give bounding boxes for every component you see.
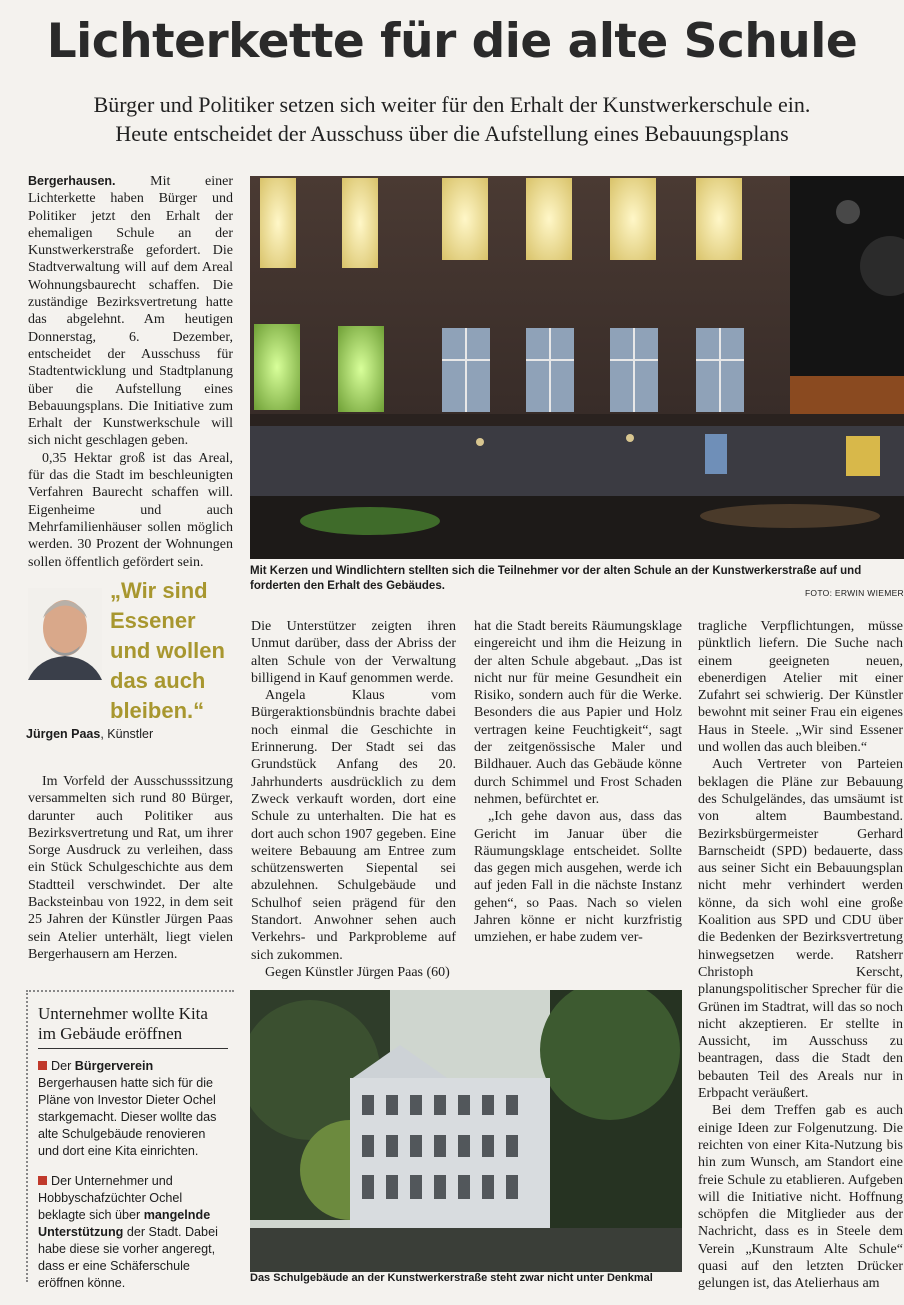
photo-caption: Mit Kerzen und Windlichtern stellten sich die Teilnehmer vor der alten Schule an der Kunstwerkerstraße auf und forderten den Erhalt des Gebäudes. [250, 565, 862, 592]
col3-paragraph-1: hat die Stadt bereits Räumungsklage eingereicht und ihm die Heizung in der alten Schule abgebaut. „Das ist nicht nur für meine Gesundheit ein Risiko, sondern auch für die Werke. Besonders die aus Papier und Holz vertragen keine Feuchtigkeit“, sagt der zeitgenössische Maler und Bildhauer. Auch das Gebäude könne durch Schimmel und Frost Schaden nehmen, befürchtet er. [474, 619, 682, 807]
quote-attribution [26, 727, 153, 741]
col3-paragraph-2: „Ich gehe davon aus, dass das Gericht im Januar über die Räumungsklage entscheidet. Sollte das gegen mich ausgehen, werde ich auf jeden Fall in die nächste Instanz gehen“, so Paas. Nach so vielen Jahren könne er nicht kurzfristig umziehen, er habe zudem ver- [474, 809, 682, 946]
dateline: Bergerhausen. [28, 174, 116, 188]
column-3 [474, 618, 682, 947]
col4-paragraph-1: tragliche Verpflichtungen, müsse pünktlich liefern. Die Suche nach einem geeigneten neuen, ebenerdigen Atelier mit einer Zufahrt sei schwierig. Der Künstler bewohnt mit seiner Frau ein eigenes Haus in Steele. „Wir sind Essener und wollen das auch bleiben.“ [698, 619, 903, 756]
photo-illustration [250, 990, 682, 1272]
col1-paragraph-1: Mit einer Lichterkette haben Bürger und Politiker jetzt den Erhalt der ehemaligen Schule an der Kunstwerkerstraße gefordert. Die Stadtverwaltung will auf dem Areal Wohnungsbaurecht schaffen. Die zuständige Bezirksvertretung hatte das abgelehnt. Am heutigen Donnerstag, 6. Dezember, entscheidet der Ausschuss für Stadtentwicklung und Stadtplanung über die Aufstellung eines Bebauungsplans. Die Initiative zum Erhalt der Kunstwerkschule will sich nicht geschlagen geben. [28, 174, 233, 449]
column-1-bottom [28, 773, 233, 963]
column-2 [251, 618, 456, 981]
col2-paragraph-1: Die Unterstützer zeigten ihren Unmut darüber, dass der Abriss der alten Schule von der Verwaltung billigend in Kauf genommen werde. [251, 619, 456, 686]
col2-paragraph-3: Gegen Künstler Jürgen Paas (60) [265, 964, 450, 980]
subheadline-line-2: Heute entscheidet der Ausschuss über die Aufstellung eines Bebauungsplans [115, 121, 789, 146]
col1-paragraph-3: Im Vorfeld der Ausschusssitzung versammelten sich rund 80 Bürger, darunter auch Politiker aus Bezirksvertretung und Rat, um ihrer Sorge Ausdruck zu verleihen, dass ein Stück Schulgeschichte aus dem Stadtteil verschwindet. Der alte Backsteinbau von 1922, in dem seit 25 Jahren der Künstler Jürgen Paas sein Atelier unterhält, liegt vielen Bergerhausern am Herzen. [28, 774, 233, 962]
box-text-2a: Der Unternehmer und Hobbyschafzüchter Ochel beklagte sich über [38, 1174, 183, 1222]
subheadline-line-1: Bürger und Politiker setzen sich weiter für den Erhalt der Kunstwerkerschule ein. [93, 92, 811, 117]
box-text-1a: Der [51, 1059, 75, 1073]
photo-credit: FOTO: ERWIN WIEMER [804, 588, 904, 598]
column-1-top [28, 173, 233, 571]
info-box-title: Unternehmer wollte Kita im Gebäude eröffnen [38, 1004, 228, 1049]
subheadline [20, 90, 884, 148]
quote-role: , Künstler [100, 727, 154, 741]
pull-quote [26, 576, 226, 726]
quote-name: Jürgen Paas [26, 727, 101, 741]
school-night-photo [250, 176, 904, 559]
school-building-photo [250, 990, 682, 1272]
headline: Lichterkette für die alte Schule [46, 14, 858, 69]
photo-caption-2: Das Schulgebäude an der Kunstwerkerstraße steht zwar nicht unter Denkmal [250, 1272, 653, 1284]
bullet-square-icon [38, 1061, 47, 1070]
photo-illustration [250, 176, 904, 559]
col4-paragraph-3: Bei dem Treffen gab es auch einige Ideen zur Folgenutzung. Die reichten von einer Kita-Nutzung bis hin zum Wunsch, am Standort eine freie Schule zu etablieren. Aufgeben will die Initiative nicht. Hoffnung schöpfen die Mitglieder aus der Nachricht, dass es in Steele dem Verein „Kunstraum Alte Schule“ quasi auf den letzten Drücker gelungen ist, das Atelierhaus am [698, 1103, 903, 1292]
box-text-1c: Bergerhausen hatte sich für die Pläne von Investor Dieter Ochel starkgemacht. Dieser wollte das alte Schulgebäude renovieren und dort eine Kita einrichten. [38, 1076, 217, 1158]
col4-paragraph-2: Auch Vertreter von Parteien beklagen die Pläne zur Bebauung des Schulgeländes, das umsäumt ist von altem Baumbestand. Bezirksbürgermeister Gerhard Barnscheidt (SPD) bedauerte, dass aus seiner Sicht ein Bebauungsplan nicht mehr verhindert werden könne, da sich wohl eine große Koalition aus SPD und CDU über die Bedenken der Bezirksvertretung hinwegsetzen werde. Ratsherr Christoph Kerscht, planungspolitischer Sprecher für die Grünen im Stadtrat, will das so noch nicht akzeptieren. Er stellte in Aussicht, im Ausschuss zu beantragen, dass die Stadt den bebauten Teil des Areals nur in Erbpacht veräußert. [698, 757, 903, 1102]
box-text-1b: Bürgerverein [74, 1059, 154, 1073]
box-text-2c: der Stadt. Dabei habe diese sie vorher angeregt, dass er eine Schäferschule eröffnen könne. [38, 1225, 218, 1290]
col2-paragraph-2: Angela Klaus vom Bürgeraktionsbündnis brachte dabei noch einmal die Geschichte in Erinnerung. Der Stadt sei das Grundstück Anfang des 20. Jahrhunderts ausdrücklich zu dem Zweck verkauft worden, dort eine Schule zu unterhalten. Die hat es dort auch schon 1907 gegeben. Eine weitere Bebauung am Entree zum schützenswerten Siepental sei abzulehnen. Schulgebäude und Schulhof seien prägend für den Standort. Anwohner sehen auch Verkehrs- und Parkprobleme auf sich zukommen. [251, 688, 456, 963]
box-text-2b: mangelnde Unterstützung [38, 1208, 211, 1239]
column-4 [698, 618, 903, 1293]
bullet-square-icon [38, 1176, 47, 1185]
info-box-text [38, 1058, 224, 1305]
pull-quote-text: „Wir sind Essener und wollen das auch bleiben.“ [110, 578, 225, 723]
col1-paragraph-2: 0,35 Hektar groß ist das Areal, für das die Stadt im beschleunigten Verfahren Baurecht schaffen will. Eigenheime und auch Mehrfamilienhäuser sollen möglich werden. 30 Prozent der Wohnungen sollen öffentlich gefördert sein. [28, 450, 233, 570]
